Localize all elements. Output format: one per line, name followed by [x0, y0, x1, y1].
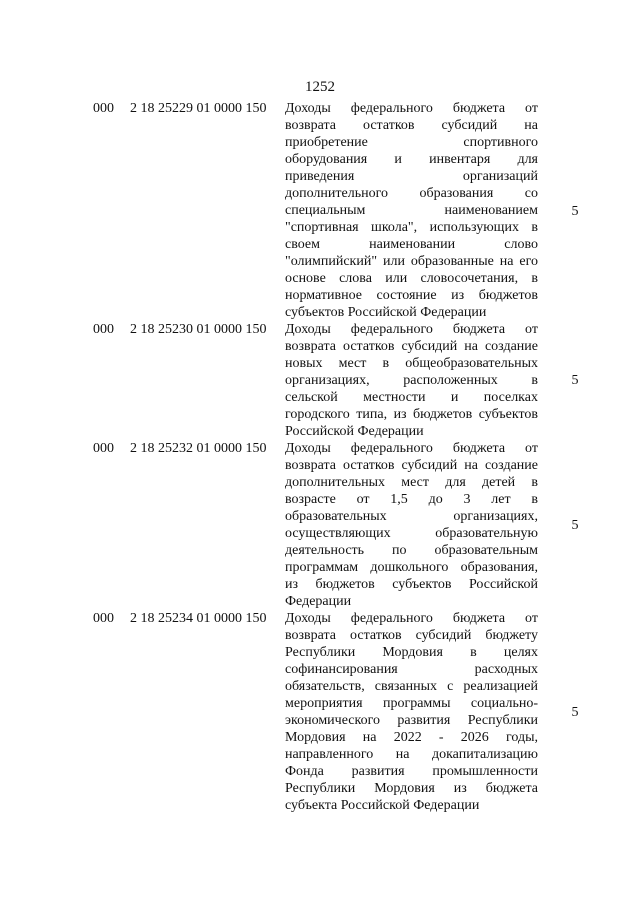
description-line: обязательств, связанных с реализацией	[285, 679, 538, 694]
normative-percent: 5	[571, 518, 579, 533]
revenue-description	[285, 440, 538, 610]
description-line: Мордовия на 2022 - 2026 годы,	[285, 730, 538, 745]
description-line: Доходы федерального бюджета от	[285, 101, 538, 116]
revenue-description	[285, 610, 538, 814]
description-line: субъектов Российской Федерации	[285, 305, 487, 320]
description-line: образовательных организациях,	[285, 509, 538, 524]
description-line: Республики Мордовия из бюджета	[285, 781, 538, 796]
budget-classification-code: 2 18 25234 01 0000 150	[130, 611, 267, 626]
description-line: сельской местности и поселках	[285, 390, 538, 405]
description-line: возрасте от 1,5 до 3 лет в	[285, 492, 538, 507]
description-line: Доходы федерального бюджета от	[285, 441, 538, 456]
description-line: экономического развития Республики	[285, 713, 538, 728]
description-line: Фонда развития промышленности	[285, 764, 538, 779]
description-line: возврата остатков субсидий бюджету	[285, 628, 538, 643]
description-line: мероприятия программы социально-	[285, 696, 538, 711]
revenue-table	[0, 100, 640, 814]
description-line: приобретение спортивного	[285, 135, 538, 150]
description-line: из бюджетов субъектов Российской	[285, 577, 538, 592]
table-row	[0, 440, 640, 610]
description-line: дополнительных мест для детей в	[285, 475, 538, 490]
description-line: деятельность по образовательным	[285, 543, 538, 558]
description-line: возврата остатков субсидий на	[285, 118, 538, 133]
description-line: городского типа, из бюджетов субъектов	[285, 407, 538, 422]
description-line: направленного на докапитализацию	[285, 747, 538, 762]
budget-classification-code: 2 18 25232 01 0000 150	[130, 441, 267, 456]
description-line: приведения организаций	[285, 169, 538, 184]
table-row	[0, 610, 640, 814]
description-line: программам дошкольного образования,	[285, 560, 538, 575]
budget-classification-code: 2 18 25229 01 0000 150	[130, 101, 267, 116]
admin-code: 000	[93, 322, 114, 337]
description-line: оборудования и инвентаря для	[285, 152, 538, 167]
description-line: нормативное состояние из бюджетов	[285, 288, 538, 303]
description-line: осуществляющих образовательную	[285, 526, 538, 541]
description-line: "спортивная школа", использующих в	[285, 220, 538, 235]
description-line: Федерации	[285, 594, 352, 609]
description-line: основе слова или словосочетания, в	[285, 271, 538, 286]
description-line: возврата остатков субсидий на создание	[285, 339, 538, 354]
table-row	[0, 100, 640, 321]
description-line: Доходы федерального бюджета от	[285, 322, 538, 337]
description-line: возврата остатков субсидий на создание	[285, 458, 538, 473]
description-line: дополнительного образования со	[285, 186, 538, 201]
description-line: Доходы федерального бюджета от	[285, 611, 538, 626]
description-line: своем наименовании слово	[285, 237, 538, 252]
admin-code: 000	[93, 441, 114, 456]
page-number: 1252	[305, 79, 335, 95]
description-line: Республики Мордовия в целях	[285, 645, 538, 660]
description-line: организациях, расположенных в	[285, 373, 538, 388]
revenue-description	[285, 100, 538, 321]
description-line: "олимпийский" или образованные на его	[285, 254, 538, 269]
normative-percent: 5	[571, 204, 579, 219]
description-line: новых мест в общеобразовательных	[285, 356, 538, 371]
normative-percent: 5	[571, 373, 579, 388]
revenue-description	[285, 321, 538, 440]
description-line: Российской Федерации	[285, 424, 424, 439]
normative-percent: 5	[571, 705, 579, 720]
table-row	[0, 321, 640, 440]
description-line: софинансирования расходных	[285, 662, 538, 677]
description-line: субъекта Российской Федерации	[285, 798, 480, 813]
budget-classification-code: 2 18 25230 01 0000 150	[130, 322, 267, 337]
admin-code: 000	[93, 611, 114, 626]
description-line: специальным наименованием	[285, 203, 538, 218]
admin-code: 000	[93, 101, 114, 116]
